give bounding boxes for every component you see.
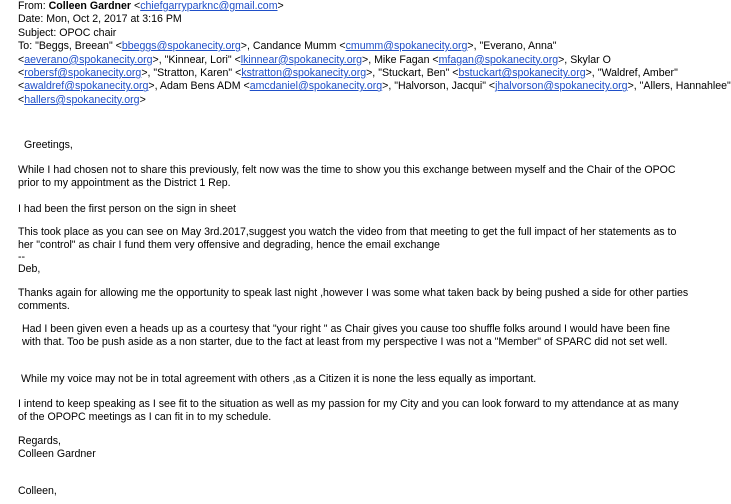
recipient-name: "Allers, Hannahlee" bbox=[639, 80, 731, 93]
sender-name: Colleen Gardner bbox=[48, 0, 132, 12]
recipient-name: Candance Mumm bbox=[252, 40, 337, 53]
to-row-1: To: "Beggs, Breean" <bbeggs@spokanecity.org>, Candance Mumm <cmumm@spokanecity.org>, "Everano, Anna" bbox=[18, 40, 557, 53]
from-label: From: bbox=[18, 0, 46, 12]
recipient-email-link[interactable]: bstuckart@spokanecity.org bbox=[458, 67, 586, 80]
to-label: To: bbox=[18, 40, 33, 53]
recipient-email-link[interactable]: cmumm@spokanecity.org bbox=[345, 40, 468, 53]
recipient-email-link[interactable]: lkinnear@spokanecity.org bbox=[240, 53, 363, 66]
paragraph: Had I been given even a heads up as a courtesy that "your right " as Chair gives you cause too shuffle folks around I would have been fine with that. Too be push aside as a non starter, due to the fact at least from my perspective I was not a "Member" of SPARC did not set well. bbox=[22, 323, 671, 349]
paragraph: I had been the first person on the sign in sheet bbox=[18, 203, 236, 215]
subject-value: OPOC chair bbox=[59, 26, 117, 39]
subject-label: Subject: bbox=[18, 26, 57, 39]
recipient-name: "Waldref, Amber" bbox=[597, 67, 678, 80]
signature: Colleen Gardner bbox=[18, 448, 96, 460]
from-row: From: Colleen Gardner <chiefgarryparknc@gmail.com> bbox=[18, 0, 284, 12]
recipient-name: "Beggs, Breean" bbox=[35, 40, 113, 53]
recipient-name: "Stratton, Karen" bbox=[153, 67, 233, 80]
recipient-email-link[interactable]: kstratton@spokanecity.org bbox=[241, 67, 367, 80]
to-row-3: <robersf@spokanecity.org>, "Stratton, Karen" <kstratton@spokanecity.org>, "Stuckart, Ben" <bstuckart@spokanecity.org>, "Waldref, Amber" bbox=[18, 67, 678, 80]
to-row-4: <awaldref@spokanecity.org>, Adam Bens ADM <amcdaniel@spokanecity.org>, "Halvorson, Jacqui" <jhalvorson@spokanecity.org>, "Allers, Hannahlee" bbox=[18, 80, 731, 93]
recipient-email-link[interactable]: hallers@spokanecity.org bbox=[24, 93, 140, 106]
recipient-name: "Halvorson, Jacqui" bbox=[394, 80, 486, 93]
recipient-email-link[interactable]: awaldref@spokanecity.org bbox=[24, 80, 149, 93]
greeting: Greetings, bbox=[24, 139, 73, 151]
recipient-name: "Kinnear, Lori" bbox=[164, 53, 232, 66]
separator: -- bbox=[18, 251, 26, 263]
subject-row bbox=[18, 27, 698, 40]
paragraph: Thanks again for allowing me the opportunity to speak last night ,however I was some what taken back by being pushed a side for other parties comments. bbox=[18, 287, 689, 313]
date-value: Mon, Oct 2, 2017 at 3:16 PM bbox=[46, 13, 182, 26]
recipient-email-link[interactable]: bbeggs@spokanecity.org bbox=[121, 40, 241, 53]
recipient-email-link[interactable]: robersf@spokanecity.org bbox=[24, 67, 142, 80]
recipient-email-link[interactable]: amcdaniel@spokanecity.org bbox=[249, 80, 383, 93]
date-label: Date: bbox=[18, 13, 44, 26]
recipient-name: "Stuckart, Ben" bbox=[378, 67, 450, 80]
paragraph: I intend to keep speaking as I see fit to the situation as well as my passion for my City and you can look forward to my attendance at as many of the OPOPC meetings as I can fit in to my schedule. bbox=[18, 398, 679, 424]
sender-email-link[interactable]: chiefgarryparknc@gmail.com bbox=[140, 0, 278, 12]
recipient-name: Mike Fagan bbox=[374, 53, 430, 66]
date-row bbox=[18, 13, 698, 26]
to-row-5: <hallers@spokanecity.org> bbox=[18, 93, 146, 106]
paragraph: While I had chosen not to share this previously, felt now was the time to show you this exchange between myself and the Chair of the OPOC prior to my appointment as the District 1 Rep. bbox=[18, 164, 676, 190]
paragraph: While my voice may not be in total agreement with others ,as a Citizen it is none the less equally as important. bbox=[21, 373, 537, 385]
paragraph: This took place as you can see on May 3rd.2017,suggest you watch the video from that meeting to get the full impact of her statements as to her "control" as chair I fund them very offensive and degrading, hence the email exchange bbox=[18, 226, 677, 252]
recipient-name: Skylar O bbox=[570, 53, 611, 66]
recipient-email-link[interactable]: jhalvorson@spokanecity.org bbox=[495, 80, 628, 93]
salutation: Deb, bbox=[18, 263, 41, 275]
recipient-email-link[interactable]: mfagan@spokanecity.org bbox=[438, 53, 559, 66]
recipient-email-link[interactable]: aeverano@spokanecity.org bbox=[24, 53, 153, 66]
email-header bbox=[18, 0, 731, 107]
to-row-2: <aeverano@spokanecity.org>, "Kinnear, Lori" <lkinnear@spokanecity.org>, Mike Fagan <mfagan@spokanecity.org>, Skylar O bbox=[18, 53, 611, 66]
regards: Regards, bbox=[18, 435, 61, 447]
recipient-name: "Everano, Anna" bbox=[479, 40, 557, 53]
recipient-name: Adam Bens ADM bbox=[159, 80, 241, 93]
closing-salutation: Colleen, bbox=[18, 485, 57, 497]
